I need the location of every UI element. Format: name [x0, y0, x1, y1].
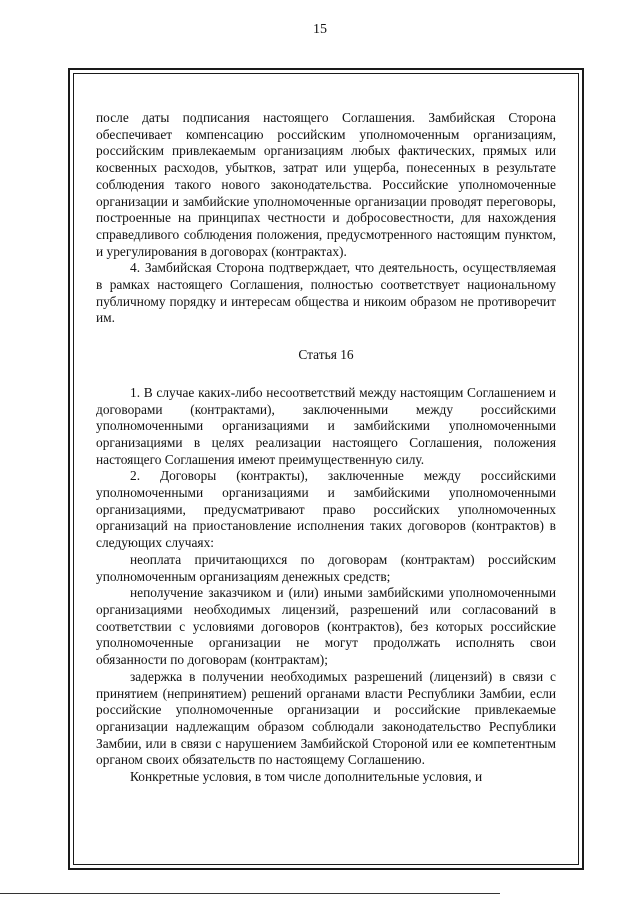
paragraph: после даты подписания настоящего Соглашения. Замбийская Сторона обеспечивает компенсацию российским уполномоченным организациям, российским привлекаемым организациям любых фактических, прямых или косвенных расходов, убытков, затрат или ущерба, понесенных в результате соблюдения такого нового законодательства. Российские уполномоченные организации и замбийские уполномоченные организации проводят переговоры, построенные на принципах честности и добросовестности, для нахождения справедливого соблюдения положения, предусмотренного настоящим пунктом, и урегулирования в договорах (контрактах). [96, 110, 556, 259]
page-number: 15 [313, 22, 327, 37]
paragraph: 2. Договоры (контракты), заключенные между российскими уполномоченными организациями и замбийскими уполномоченными организациями, предусматривают право российских уполномоченных организаций на приостановление исполнения таких договоров (контрактов) в следующих случаях: [96, 468, 556, 551]
article-heading: Статья 16 [298, 347, 354, 363]
document-body [96, 110, 556, 786]
paragraph: Конкретные условия, в том числе дополнительные условия, и [130, 769, 483, 785]
paragraph: задержка в получении необходимых разрешений (лицензий) в связи с принятием (непринятием) решений органами власти Республики Замбии, если российские уполномоченные организации и российские привлекаемые организации надлежащим образом соблюдали законодательство Республики Замбии, или в связи с нарушением Замбийской Стороной или ее компетентным органом своих обязательств по настоящему Соглашению. [96, 668, 556, 768]
paragraph: 1. В случае каких-либо несоответствий между настоящим Соглашением и договорами (контрактами), заключенными между российскими уполномоченными организациями и замбийскими уполномоченными организациями в целях реализации настоящего Соглашения, положения настоящего Соглашения имеют преимущественную силу. [96, 384, 556, 467]
paragraph: 4. Замбийская Сторона подтверждает, что деятельность, осуществляемая в рамках настоящего Соглашения, полностью соответствует национальному публичному порядку и интересам общества и никоим образом не противоречит им. [96, 260, 556, 326]
paragraph: неоплата причитающихся по договорам (контрактам) российским уполномоченным организациям денежных средств; [96, 551, 556, 584]
paragraph: неполучение заказчиком и (или) иными замбийскими уполномоченными организациями необходимых лицензий, разрешений или согласований в соответствии с условиями договоров (контрактов), без которых российские уполномоченные организации не могут продолжать исполнять свои обязанности по договорам (контрактам); [96, 585, 556, 668]
footer-rule [0, 893, 500, 894]
